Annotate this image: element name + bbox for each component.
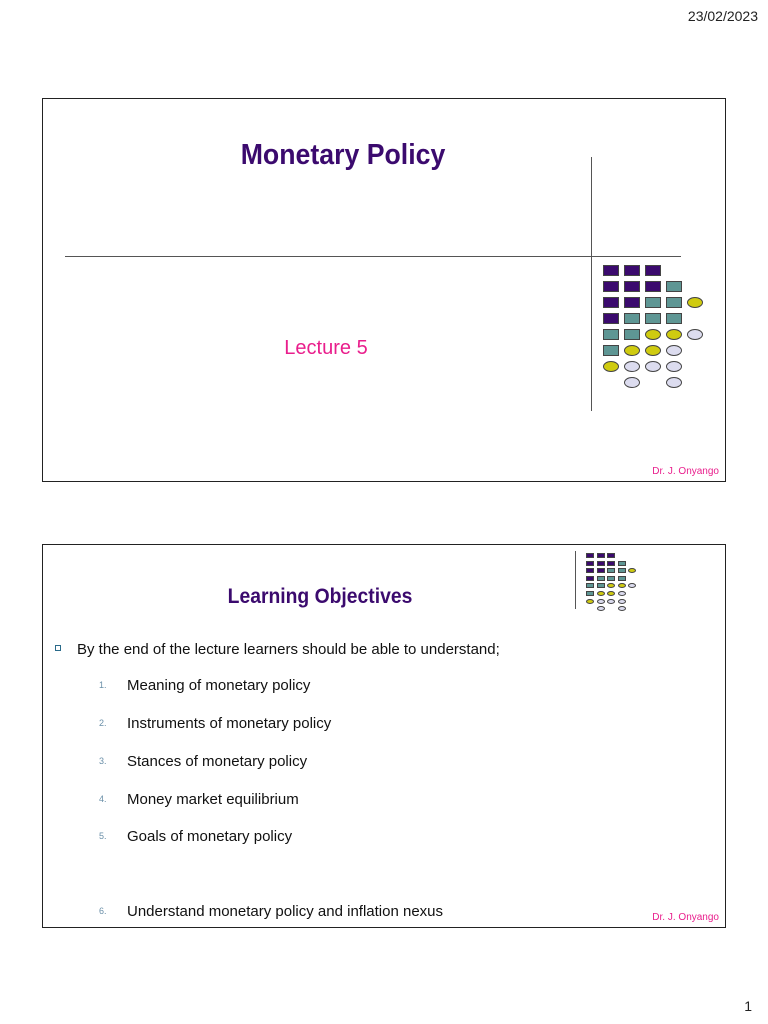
- divider-horizontal: [65, 256, 681, 257]
- mosaic-tile: [607, 599, 615, 604]
- objective-text: Understand monetary policy and inflation nexus: [127, 903, 444, 920]
- mosaic-tile: [586, 583, 594, 588]
- objective-item: [99, 903, 444, 920]
- objectives-slide: [42, 544, 726, 928]
- objective-item: [99, 753, 308, 770]
- objective-item: [99, 677, 311, 694]
- mosaic-tile: [624, 297, 640, 308]
- mosaic-tile: [666, 281, 682, 292]
- mosaic-tile: [618, 599, 626, 604]
- page-date: 23/02/2023: [687, 8, 758, 24]
- divider-vertical: [575, 551, 576, 609]
- objective-item: [99, 828, 293, 845]
- objective-text: Money market equilibrium: [127, 791, 299, 808]
- mosaic-tile: [618, 606, 626, 611]
- mosaic-tile: [607, 561, 615, 566]
- slide-subtitle: Lecture 5: [284, 337, 368, 359]
- mosaic-tile: [645, 345, 661, 356]
- divider-vertical: [591, 157, 592, 411]
- mosaic-tile: [586, 599, 594, 604]
- mosaic-tile: [666, 313, 682, 324]
- mosaic-tile: [607, 583, 615, 588]
- slide-footer: Dr. J. Onyango: [652, 912, 719, 923]
- mosaic-tile: [618, 591, 626, 596]
- objective-number: 2.: [99, 718, 107, 728]
- mosaic-tile: [597, 606, 605, 611]
- mosaic-tile: [618, 576, 626, 581]
- mosaic-tile: [607, 591, 615, 596]
- mosaic-tile: [603, 361, 619, 372]
- mosaic-tile: [624, 345, 640, 356]
- objective-text: Meaning of monetary policy: [127, 677, 311, 694]
- mosaic-tile: [645, 313, 661, 324]
- title-slide: [42, 98, 726, 482]
- objective-text: Instruments of monetary policy: [127, 715, 332, 732]
- slide-title: Monetary Policy: [240, 139, 446, 171]
- mosaic-tile: [624, 313, 640, 324]
- mosaic-tile: [628, 583, 636, 588]
- mosaic-tile: [666, 329, 682, 340]
- mosaic-tile: [624, 361, 640, 372]
- mosaic-tile: [624, 377, 640, 388]
- objective-item: [99, 715, 332, 732]
- square-bullet-icon: [55, 645, 61, 651]
- mosaic-tile: [597, 553, 605, 558]
- mosaic-tile: [607, 553, 615, 558]
- objective-number: 5.: [99, 831, 107, 841]
- mosaic-tile: [597, 561, 605, 566]
- mosaic-tile: [666, 345, 682, 356]
- mosaic-tile: [624, 265, 640, 276]
- mosaic-tile: [628, 568, 636, 573]
- objective-text: Goals of monetary policy: [127, 828, 293, 845]
- objective-item: [99, 791, 299, 808]
- mosaic-tile: [624, 281, 640, 292]
- slide-title: Learning Objectives: [227, 585, 413, 608]
- mosaic-tile: [586, 561, 594, 566]
- mosaic-tile: [666, 361, 682, 372]
- mosaic-tile: [586, 553, 594, 558]
- mosaic-tile: [645, 329, 661, 340]
- mosaic-tile: [597, 568, 605, 573]
- mosaic-tile: [603, 265, 619, 276]
- mosaic-tile: [687, 329, 703, 340]
- objective-text: Stances of monetary policy: [127, 753, 308, 770]
- intro-label: By the end of the lecture learners should be able to understand;: [77, 641, 500, 658]
- page-number: 1: [744, 998, 752, 1014]
- mosaic-tile: [618, 583, 626, 588]
- mosaic-tile: [645, 281, 661, 292]
- mosaic-tile: [618, 568, 626, 573]
- mosaic-tile: [645, 265, 661, 276]
- mosaic-tile: [586, 576, 594, 581]
- mosaic-tile: [603, 281, 619, 292]
- mosaic-tile: [603, 297, 619, 308]
- objective-number: 4.: [99, 794, 107, 804]
- mosaic-tile: [586, 568, 594, 573]
- mosaic-tile: [607, 576, 615, 581]
- mosaic-tile: [645, 361, 661, 372]
- mosaic-tile: [597, 583, 605, 588]
- mosaic-tile: [607, 568, 615, 573]
- intro-text: [77, 641, 500, 658]
- mosaic-tile: [597, 591, 605, 596]
- mosaic-tile: [603, 313, 619, 324]
- mosaic-tile: [666, 377, 682, 388]
- mosaic-tile: [645, 297, 661, 308]
- mosaic-tile: [597, 576, 605, 581]
- mosaic-tile: [624, 329, 640, 340]
- mosaic-tile: [618, 561, 626, 566]
- objective-number: 6.: [99, 906, 107, 916]
- mosaic-tile: [687, 297, 703, 308]
- mosaic-tile: [586, 591, 594, 596]
- objective-number: 3.: [99, 756, 107, 766]
- mosaic-tile: [666, 297, 682, 308]
- objective-number: 1.: [99, 680, 107, 690]
- mosaic-tile: [597, 599, 605, 604]
- slide-footer: Dr. J. Onyango: [652, 466, 719, 477]
